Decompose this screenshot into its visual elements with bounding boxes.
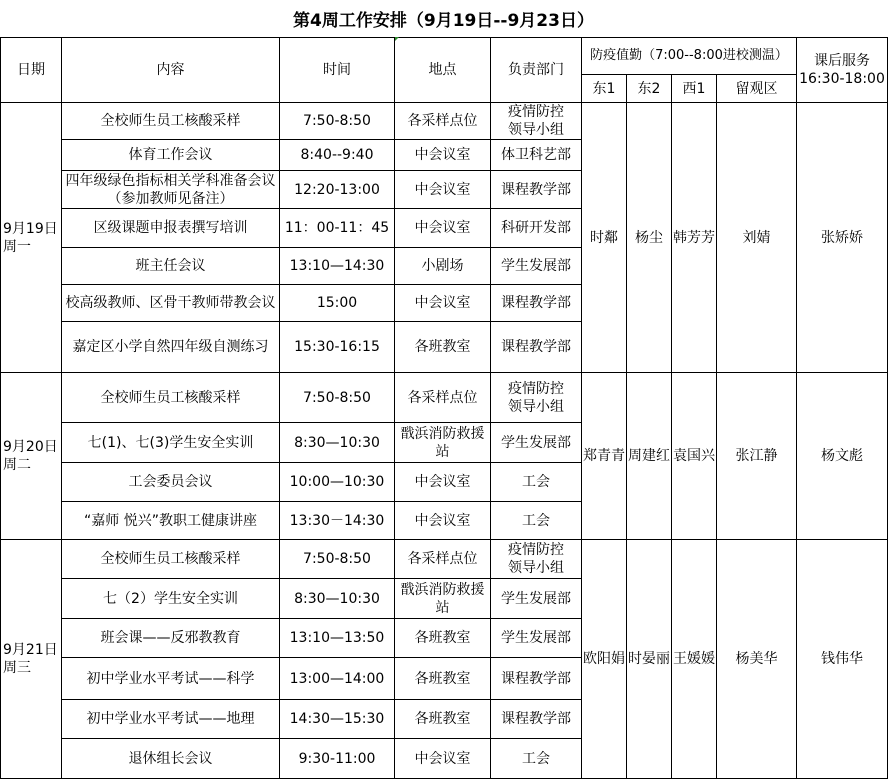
event-content: 七（2）学生安全实训 bbox=[62, 579, 280, 619]
event-content: 初中学业水平考试——科学 bbox=[62, 658, 280, 700]
event-time: 13:30－14:30 bbox=[280, 502, 395, 540]
event-content: 班主任会议 bbox=[62, 248, 280, 285]
event-content: 全校师生员工核酸采样 bbox=[62, 373, 280, 423]
event-time: 8:30—10:30 bbox=[280, 579, 395, 619]
duty-person: 时晏丽 bbox=[627, 540, 672, 779]
page-title: 第4周工作安排（9月19日--9月23日） bbox=[0, 0, 887, 38]
duty-person: 周建红 bbox=[627, 373, 672, 540]
event-place: 各采样点位 bbox=[395, 540, 491, 579]
event-place: 中会议室 bbox=[395, 171, 491, 209]
day-date: 9月19日 周一 bbox=[1, 103, 62, 373]
duty-person: 欧阳娟 bbox=[582, 540, 627, 779]
event-time: 15:30-16:15 bbox=[280, 322, 395, 373]
event-place: 中会议室 bbox=[395, 739, 491, 779]
event-time: 8:30—10:30 bbox=[280, 423, 395, 463]
event-time: 14:30—15:30 bbox=[280, 700, 395, 739]
event-content: 工会委员会议 bbox=[62, 463, 280, 502]
event-time: 10:00—10:30 bbox=[280, 463, 395, 502]
event-time: 7:50-8:50 bbox=[280, 103, 395, 140]
header-date: 日期 bbox=[1, 38, 62, 103]
event-place: 各采样点位 bbox=[395, 103, 491, 140]
cell-marker bbox=[395, 37, 399, 41]
event-time: 15:00 bbox=[280, 285, 395, 322]
event-place: 各班教室 bbox=[395, 322, 491, 373]
event-content: 嘉定区小学自然四年级自测练习 bbox=[62, 322, 280, 373]
table-row bbox=[1, 373, 888, 423]
event-time: 12:20-13:00 bbox=[280, 171, 395, 209]
event-time: 13:10—14:30 bbox=[280, 248, 395, 285]
header-place: 地点 bbox=[395, 38, 491, 103]
event-dept: 课程教学部 bbox=[491, 322, 582, 373]
event-time: 9:30-11:00 bbox=[280, 739, 395, 779]
event-place: 戬浜消防救援站 bbox=[395, 423, 491, 463]
duty-person: 刘婧 bbox=[717, 103, 797, 373]
event-content: 全校师生员工核酸采样 bbox=[62, 103, 280, 140]
event-time: 7:50-8:50 bbox=[280, 540, 395, 579]
after-school-person: 钱伟华 bbox=[797, 540, 888, 779]
event-dept: 课程教学部 bbox=[491, 171, 582, 209]
header-duty-group: 防疫值勤（7:00--8:00进校测温） bbox=[582, 38, 797, 75]
event-content: 校高级教师、区骨干教师带教会议 bbox=[62, 285, 280, 322]
event-dept: 体卫科艺部 bbox=[491, 140, 582, 171]
event-place: 戬浜消防救援站 bbox=[395, 579, 491, 619]
table-row bbox=[1, 103, 888, 140]
event-place: 各班教室 bbox=[395, 658, 491, 700]
after-school-person: 杨文彪 bbox=[797, 373, 888, 540]
schedule-table bbox=[0, 37, 888, 779]
header-content: 内容 bbox=[62, 38, 280, 103]
event-dept: 工会 bbox=[491, 463, 582, 502]
event-place: 中会议室 bbox=[395, 140, 491, 171]
event-place: 中会议室 bbox=[395, 463, 491, 502]
event-place: 各班教室 bbox=[395, 619, 491, 658]
event-time: 13:00—14:00 bbox=[280, 658, 395, 700]
day-date: 9月20日 周二 bbox=[1, 373, 62, 540]
event-content: 班会课——反邪教教育 bbox=[62, 619, 280, 658]
event-dept: 学生发展部 bbox=[491, 579, 582, 619]
event-dept: 学生发展部 bbox=[491, 248, 582, 285]
header-duty-col: 东2 bbox=[627, 75, 672, 103]
event-dept: 科研开发部 bbox=[491, 209, 582, 248]
event-place: 各采样点位 bbox=[395, 373, 491, 423]
event-dept: 课程教学部 bbox=[491, 700, 582, 739]
event-place: 中会议室 bbox=[395, 285, 491, 322]
event-place: 各班教室 bbox=[395, 700, 491, 739]
event-content: “嘉师 悦兴”教职工健康讲座 bbox=[62, 502, 280, 540]
event-place: 小剧场 bbox=[395, 248, 491, 285]
duty-person: 时鄰 bbox=[582, 103, 627, 373]
event-dept: 课程教学部 bbox=[491, 285, 582, 322]
event-time: 11：00-11：45 bbox=[280, 209, 395, 248]
after-school-person: 张矫娇 bbox=[797, 103, 888, 373]
event-content: 四年级绿色指标相关学科准备会议（参加教师见备注） bbox=[62, 171, 280, 209]
header-time: 时间 bbox=[280, 38, 395, 103]
event-dept: 工会 bbox=[491, 739, 582, 779]
table-row bbox=[1, 540, 888, 579]
event-content: 区级课题申报表撰写培训 bbox=[62, 209, 280, 248]
event-content: 全校师生员工核酸采样 bbox=[62, 540, 280, 579]
event-time: 7:50-8:50 bbox=[280, 373, 395, 423]
header-dept: 负责部门 bbox=[491, 38, 582, 103]
event-time: 8:40--9:40 bbox=[280, 140, 395, 171]
event-content: 初中学业水平考试——地理 bbox=[62, 700, 280, 739]
duty-person: 杨美华 bbox=[717, 540, 797, 779]
header-duty-col: 留观区 bbox=[717, 75, 797, 103]
event-dept: 疫情防控 领导小组 bbox=[491, 103, 582, 140]
event-place: 中会议室 bbox=[395, 209, 491, 248]
event-dept: 学生发展部 bbox=[491, 619, 582, 658]
duty-person: 杨尘 bbox=[627, 103, 672, 373]
event-dept: 疫情防控 领导小组 bbox=[491, 373, 582, 423]
duty-person: 郑青青 bbox=[582, 373, 627, 540]
header-after-school: 课后服务 16:30-18:00 bbox=[797, 38, 888, 103]
header-duty-col: 西1 bbox=[672, 75, 717, 103]
duty-person: 韩芳芳 bbox=[672, 103, 717, 373]
day-date: 9月21日 周三 bbox=[1, 540, 62, 779]
event-content: 七(1)、七(3)学生安全实训 bbox=[62, 423, 280, 463]
event-content: 退休组长会议 bbox=[62, 739, 280, 779]
duty-person: 袁国兴 bbox=[672, 373, 717, 540]
event-dept: 疫情防控 领导小组 bbox=[491, 540, 582, 579]
event-place: 中会议室 bbox=[395, 502, 491, 540]
duty-person: 张江静 bbox=[717, 373, 797, 540]
event-dept: 课程教学部 bbox=[491, 658, 582, 700]
event-content: 体育工作会议 bbox=[62, 140, 280, 171]
event-dept: 工会 bbox=[491, 502, 582, 540]
duty-person: 王媛媛 bbox=[672, 540, 717, 779]
event-dept: 学生发展部 bbox=[491, 423, 582, 463]
header-duty-col: 东1 bbox=[582, 75, 627, 103]
event-time: 13:10—13:50 bbox=[280, 619, 395, 658]
